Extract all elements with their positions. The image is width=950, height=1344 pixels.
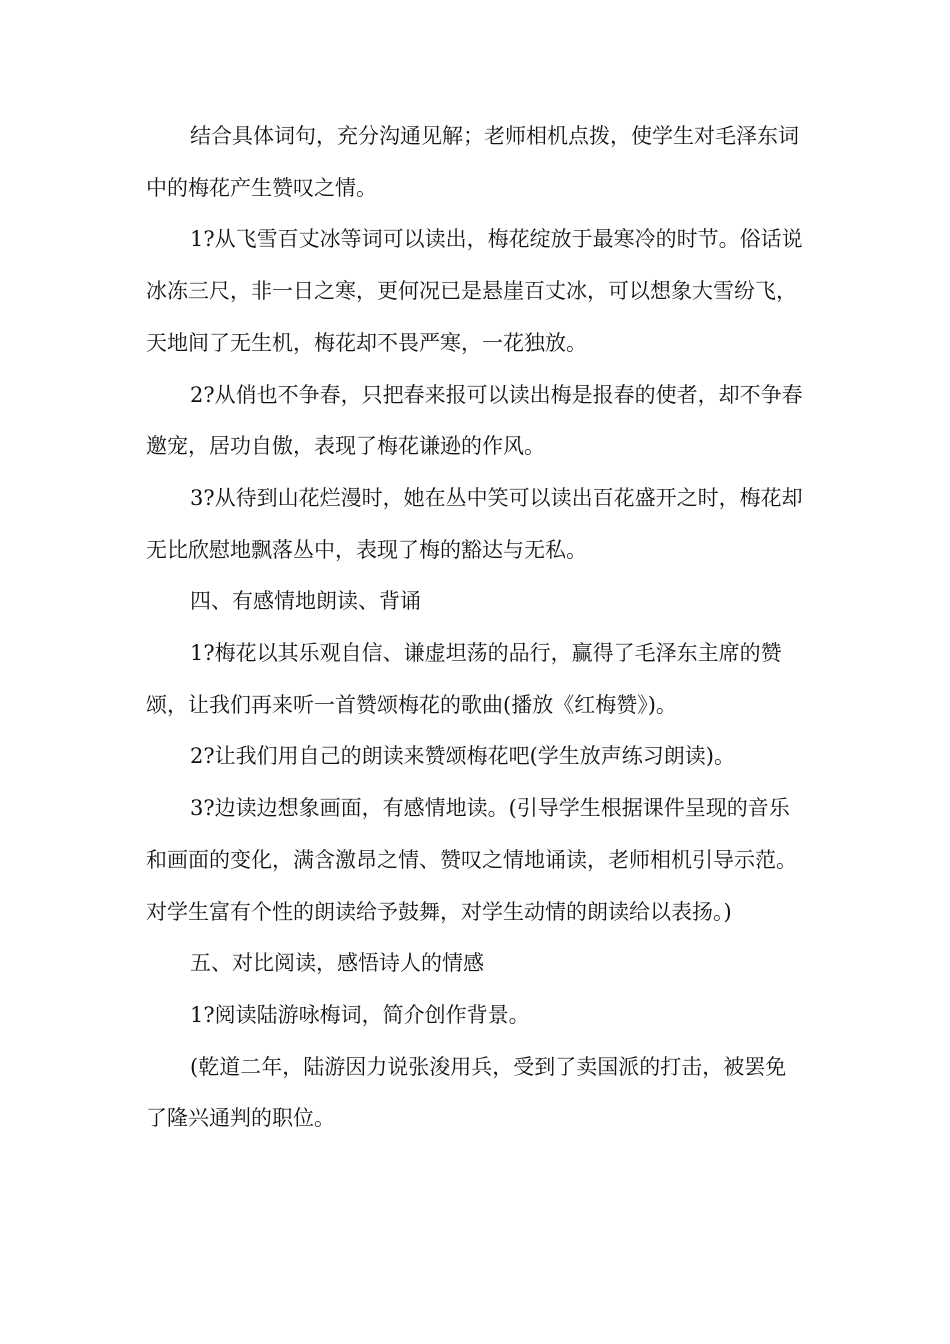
paragraph-point-2: 2?从俏也不争春，只把春来报可以读出梅是报春的使者，却不争春邀宠，居功自傲，表现了梅花谦逊的作风。 bbox=[146, 382, 803, 459]
section-heading-four: 四、有感情地朗读、背诵 bbox=[190, 589, 421, 614]
section-heading-five: 五、对比阅读，感悟诗人的情感 bbox=[190, 951, 484, 976]
paragraph-reading-2: 2?让我们用自己的朗读来赞颂梅花吧(学生放声练习朗读)。 bbox=[190, 744, 736, 769]
paragraph-background: (乾道二年，陆游因力说张浚用兵，受到了卖国派的打击，被罢免了隆兴通判的职位。 bbox=[146, 1054, 787, 1131]
paragraph-intro: 结合具体词句，充分沟通见解；老师相机点拨，使学生对毛泽东词中的梅花产生赞叹之情。 bbox=[146, 124, 799, 200]
paragraph-point-1: 1?从飞雪百丈冰等词可以读出，梅花绽放于最寒冷的时节。俗话说冰冻三尺，非一日之寒，更何况已是悬崖百丈冰，可以想象大雪纷飞，天地间了无生机，梅花却不畏严寒，一花独放。 bbox=[146, 227, 803, 355]
paragraph-compare-1: 1?阅读陆游咏梅词，简介创作背景。 bbox=[190, 1002, 530, 1027]
document-body bbox=[146, 111, 806, 1145]
paragraph-point-3: 3?从待到山花烂漫时，她在丛中笑可以读出百花盛开之时，梅花却无比欣慰地飘落丛中，表现了梅的豁达与无私。 bbox=[146, 485, 803, 562]
paragraph-reading-3: 3?边读边想象画面，有感情地读。(引导学生根据课件呈现的音乐和画面的变化，满含激昂之情、赞叹之情地诵读，老师相机引导示范。对学生富有个性的朗读给予鼓舞，对学生动情的朗读给以表扬。) bbox=[146, 796, 797, 924]
paragraph-reading-1: 1?梅花以其乐观自信、谦虚坦荡的品行，赢得了毛泽东主席的赞颂，让我们再来听一首赞颂梅花的歌曲(播放《红梅赞》)。 bbox=[146, 641, 782, 717]
